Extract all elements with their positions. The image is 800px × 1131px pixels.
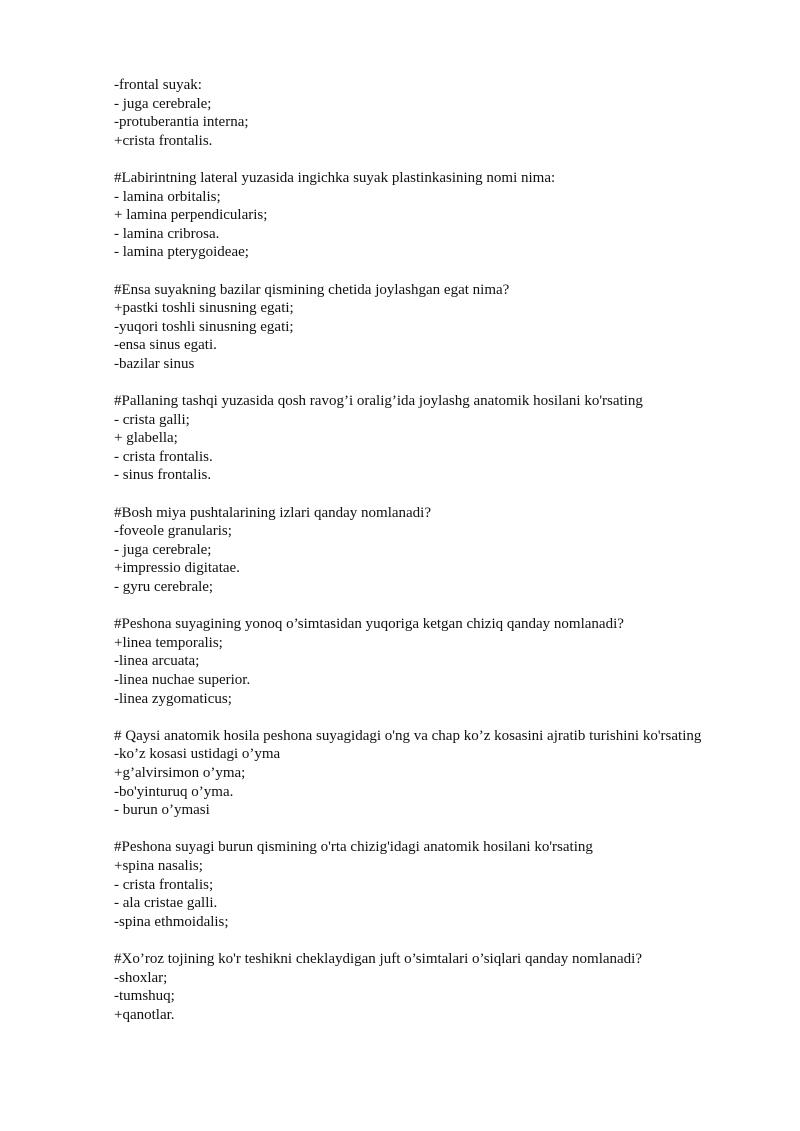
question-block <box>114 281 714 374</box>
answer-option: - crista frontalis. <box>114 448 213 465</box>
answer-option: -protuberantia interna; <box>114 114 249 131</box>
answer-option: -linea arcuata; <box>114 653 200 670</box>
answer-option: -spina ethmoidalis; <box>114 913 229 930</box>
question-text: #Peshona suyagining yonoq o’simtasidan yuqoriga ketgan chiziq qanday nomlanadi? <box>114 616 624 633</box>
answer-option: -frontal suyak: <box>114 77 202 93</box>
question-text: # Qaysi anatomik hosila peshona suyagidagi o'ng va chap ko’z kosasini ajratib turishini ko'rsating <box>114 727 702 744</box>
answer-option: - juga cerebrale; <box>114 541 212 558</box>
answer-option: -yuqori toshli sinusning egati; <box>114 318 294 335</box>
answer-option: +pastki toshli sinusning egati; <box>114 300 294 317</box>
answer-option: -foveole granularis; <box>114 523 232 540</box>
question-block <box>114 615 714 708</box>
question-block <box>114 169 714 262</box>
question-block <box>114 504 714 597</box>
answer-option: + lamina perpendicularis; <box>114 207 268 224</box>
answer-option: +impressio digitatae. <box>114 560 240 577</box>
answer-option: - gyru cerebrale; <box>114 579 214 596</box>
question-block <box>114 838 714 931</box>
answer-option: -linea zygomaticus; <box>114 690 232 707</box>
answer-option: -tumshuq; <box>114 988 175 1005</box>
document-page <box>114 76 714 1043</box>
answer-option: - lamina orbitalis; <box>114 188 221 205</box>
answer-option: - burun o’ymasi <box>114 802 210 819</box>
question-text: #Bosh miya pushtalarining izlari qanday nomlanadi? <box>114 504 432 521</box>
answer-option: - crista galli; <box>114 411 190 428</box>
question-text: #Ensa suyakning bazilar qismining chetida joylashgan egat nima? <box>114 281 510 298</box>
answer-option: -linea nuchae superior. <box>114 672 251 688</box>
question-text: #Labirintning lateral yuzasida ingichka suyak plastinkasining nomi nima: <box>114 169 556 186</box>
question-text: #Xo’roz tojining ko'r teshikni cheklaydigan juft o’simtalari o’siqlari qanday nomlanadi? <box>114 950 642 967</box>
answer-option: +g’alvirsimon o’yma; <box>114 764 246 781</box>
question-text: #Pallaning tashqi yuzasida qosh ravog’i oralig’ida joylashg anatomik hosilani ko'rsating <box>114 393 643 410</box>
answer-option: - lamina cribrosa. <box>114 225 220 242</box>
answer-option: - crista frontalis; <box>114 876 214 893</box>
answer-option: +crista frontalis. <box>114 132 213 149</box>
answer-option: +linea temporalis; <box>114 634 223 651</box>
question-block <box>114 392 714 485</box>
answer-option: -bazilar sinus <box>114 355 195 372</box>
answer-option: +spina nasalis; <box>114 857 203 874</box>
answer-option: +qanotlar. <box>114 1006 175 1023</box>
answer-option: -ensa sinus egati. <box>114 337 217 354</box>
intro-block <box>114 76 714 150</box>
answer-option: - ala cristae galli. <box>114 895 218 912</box>
answer-option: + glabella; <box>114 430 178 447</box>
answer-option: -bo'yinturuq o’yma. <box>114 783 234 800</box>
question-text: #Peshona suyagi burun qismining o'rta chizig'idagi anatomik hosilani ko'rsating <box>114 839 593 856</box>
question-block <box>114 727 714 820</box>
answer-option: - juga cerebrale; <box>114 95 212 112</box>
answer-option: - sinus frontalis. <box>114 467 212 484</box>
answer-option: - lamina pterygoideae; <box>114 244 249 261</box>
answer-option: -ko’z kosasi ustidagi o’yma <box>114 746 281 763</box>
answer-option: -shoxlar; <box>114 969 168 986</box>
question-block <box>114 950 714 1024</box>
